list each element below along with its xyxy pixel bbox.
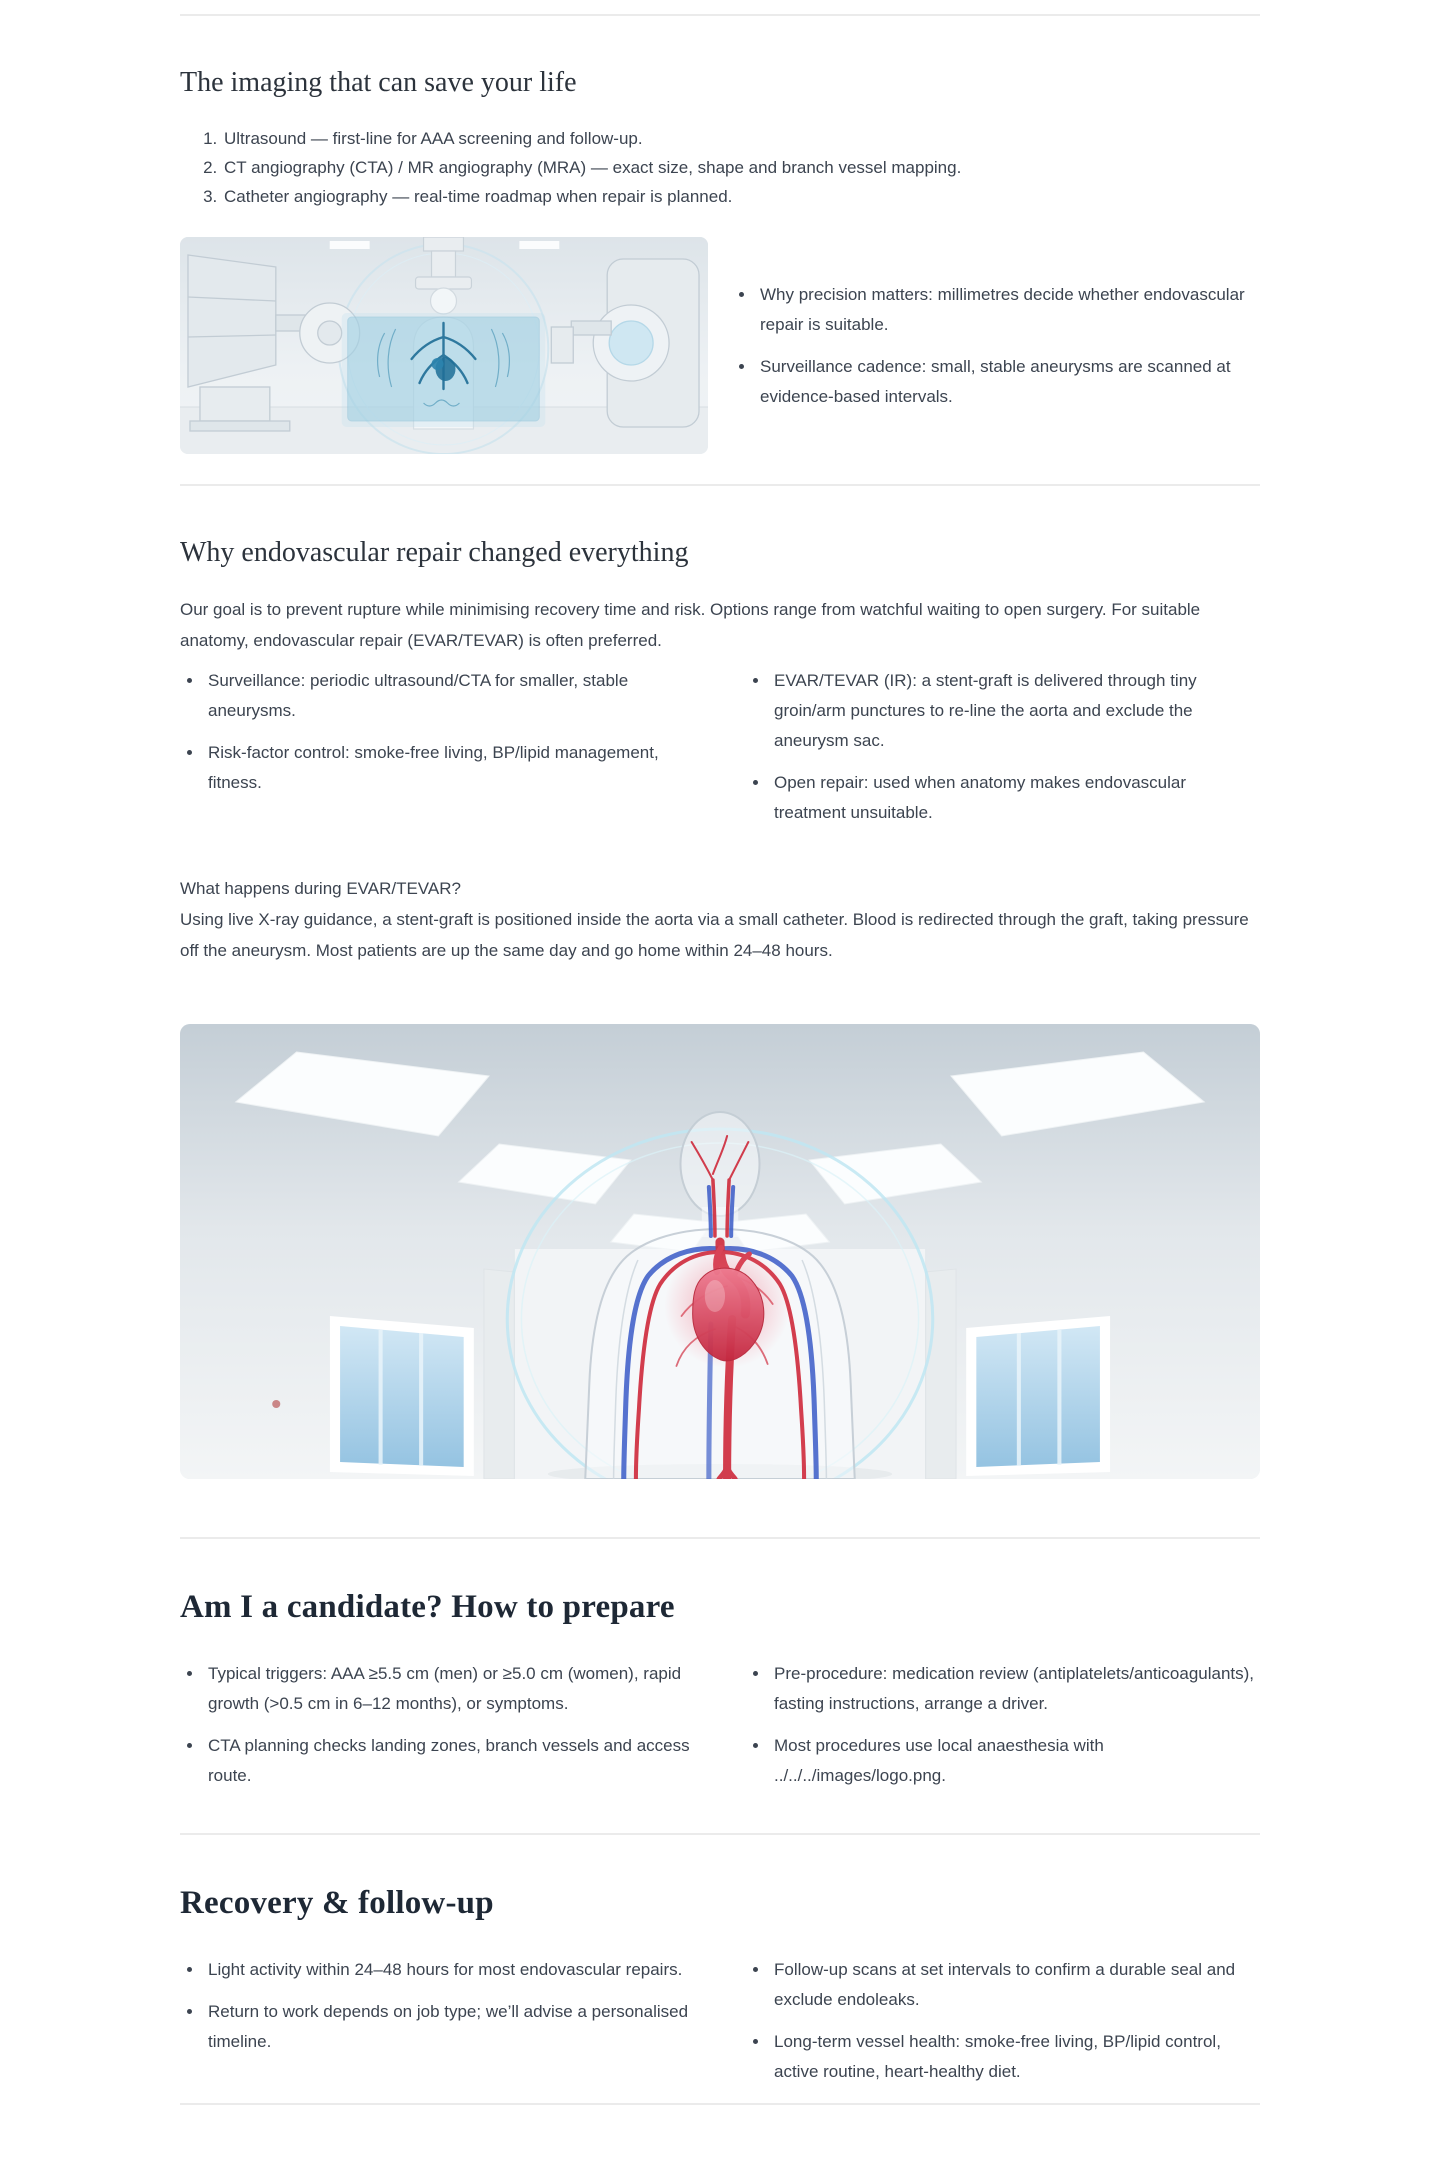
divider [180, 1833, 1260, 1835]
candidate-columns [180, 1659, 1260, 1791]
bullet-item: • Light activity within 24–48 hours for most endovascular repairs. [204, 1955, 694, 1985]
section-heading: Recovery & follow-up [180, 1885, 494, 1921]
divider [180, 2103, 1260, 2105]
heart [664, 1244, 790, 1368]
bullet-item: • Return to work depends on job type; we’ll advise a personalised timeline. [204, 1997, 694, 2057]
numbered-item: 3. Catheter angiography — real-time roadmap when repair is planned. [222, 182, 1260, 211]
bullet-item: • Follow-up scans at set intervals to confirm a durable seal and exclude endoleaks. [770, 1955, 1260, 2015]
options-list-left [180, 666, 694, 798]
bullet-item: • Surveillance: periodic ultrasound/CTA for smaller, stable aneurysms. [204, 666, 694, 726]
bullet-item: • Most procedures use local anaesthesia with ../../../images/logo.png. [770, 1731, 1260, 1791]
candidate-list-right [746, 1659, 1260, 1791]
bullet-item: • EVAR/TEVAR (IR): a stent-graft is delivered through tiny groin/arm punctures to re-line the aorta and exclude the aneurysm sac. [770, 666, 1260, 756]
bullet-item: • Surveillance cadence: small, stable aneurysms are scanned at evidence-based intervals. [756, 352, 1260, 412]
section-recovery [180, 1881, 1260, 2103]
bullet-item: • Why precision matters: millimetres decide whether endovascular repair is suitable. [756, 280, 1260, 340]
door-right [926, 1269, 956, 1479]
section-candidate [180, 1585, 1260, 1833]
bullet-item: • CTA planning checks landing zones, branch vessels and access route. [204, 1731, 694, 1791]
hologram-panel [342, 313, 546, 427]
divider [180, 1537, 1260, 1539]
recovery-list-left [180, 1955, 694, 2057]
subheading: What happens during EVAR/TEVAR? [180, 879, 461, 898]
imaging-modality-list [180, 124, 1260, 211]
section-endovascular [180, 534, 1260, 1537]
anatomy-illustration [180, 1024, 1260, 1479]
anatomy-image [180, 1024, 1260, 1479]
scan-room-illustration [180, 237, 708, 454]
divider [180, 14, 1260, 16]
numbered-item: 2. CT angiography (CTA) / MR angiography (MRA) — exact size, shape and branch vessel mapping. [222, 153, 1260, 182]
bullet-item: • Typical triggers: AAA ≥5.5 cm (men) or ≥5.0 cm (women), rapid growth (>0.5 cm in 6–12 months), or symptoms. [204, 1659, 694, 1719]
article [180, 14, 1260, 2105]
procedure-paragraph: Using live X-ray guidance, a stent-graft is positioned inside the aorta via a small catheter. Blood is redirected through the graft, taking pressure off the aneurysm. Most patients are up the same day and go home within 24–48 hours. [180, 910, 1249, 960]
imaging-media-row [180, 237, 1260, 454]
options-columns [180, 666, 1260, 828]
recovery-columns [180, 1955, 1260, 2087]
intro-paragraph: Our goal is to prevent rupture while minimising recovery time and risk. Options range from watchful waiting to open surgery. For suitable anatomy, endovascular repair (EVAR/TEVAR) is often preferred. [180, 600, 1201, 650]
recovery-list-right [746, 1955, 1260, 2087]
window-left [330, 1316, 474, 1476]
bullet-item: • Risk-factor control: smoke-free living, BP/lipid management, fitness. [204, 738, 694, 798]
scan-room-image [180, 237, 708, 454]
candidate-list-left [180, 1659, 694, 1791]
section-heading: The imaging that can save your life [180, 67, 577, 98]
bullet-item: • Pre-procedure: medication review (antiplatelets/anticoagulants), fasting instructions, arrange a driver. [770, 1659, 1260, 1719]
section-heading: Why endovascular repair changed everything [180, 537, 689, 568]
bullet-item: • Open repair: used when anatomy makes endovascular treatment unsuitable. [770, 768, 1260, 828]
options-list-right [746, 666, 1260, 828]
section-heading: Am I a candidate? How to prepare [180, 1589, 675, 1625]
window-right [966, 1316, 1110, 1476]
section-imaging [180, 64, 1260, 484]
numbered-item: 1. Ultrasound — first-line for AAA screening and follow-up. [222, 124, 1260, 153]
divider [180, 484, 1260, 486]
imaging-notes-list [732, 280, 1260, 412]
bullet-item: • Long-term vessel health: smoke-free living, BP/lipid control, active routine, heart-healthy diet. [770, 2027, 1260, 2087]
door-left [484, 1269, 514, 1479]
